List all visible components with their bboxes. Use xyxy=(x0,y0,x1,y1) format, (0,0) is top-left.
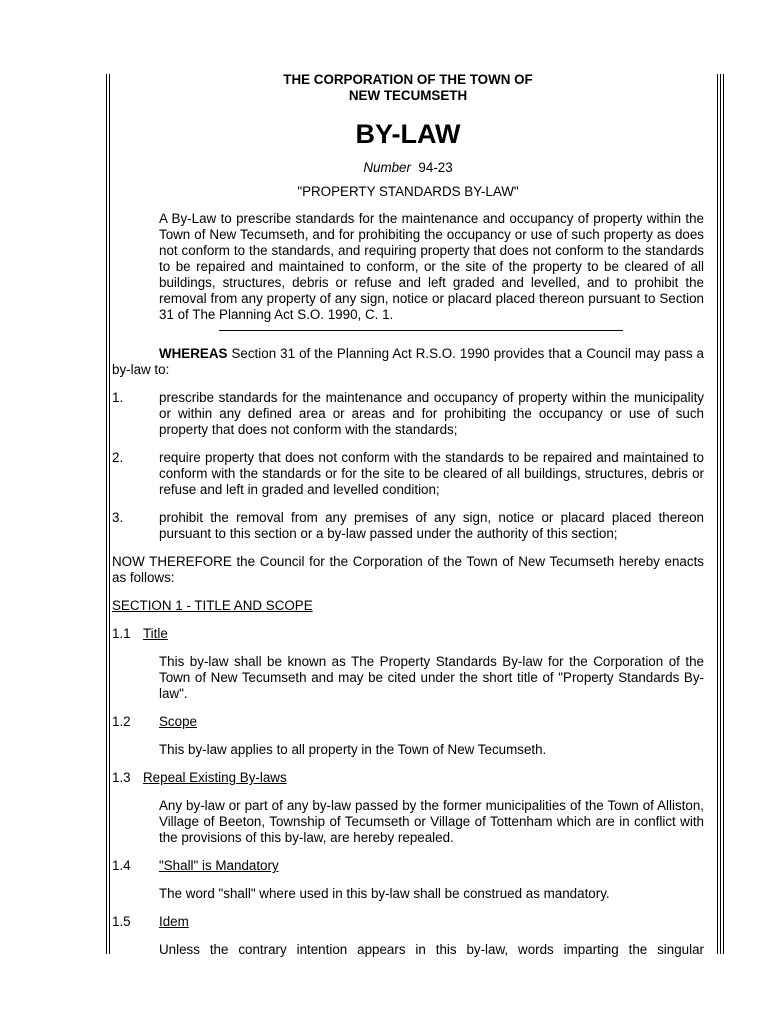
section-1-5-body: Unless the contrary intention appears in this by-law, words imparting the singular xyxy=(159,942,704,957)
bylaw-number xyxy=(112,160,704,176)
right-margin-rule-middle xyxy=(720,74,721,954)
section-title: "Shall" is Mandatory xyxy=(159,858,279,873)
list-item-number: 2. xyxy=(112,450,124,465)
list-item-text: require property that does not conform with the standards to be repaired and maintained to conform with the standards or for the site to be cleared of all buildings, structures, debris or refuse and left in graded and levelled condition; xyxy=(159,450,704,497)
section-title: Title xyxy=(143,626,168,641)
section-1-5-heading xyxy=(112,914,704,930)
section-title: Idem xyxy=(159,914,189,929)
section-1-1-heading xyxy=(112,626,704,642)
list-item-text: prohibit the removal from any premises of any sign, notice or placard placed thereon pursuant to this section or a by-law passed under the authority of this section; xyxy=(159,510,704,541)
list-item xyxy=(112,450,704,498)
section-1-1-body: This by-law shall be known as The Property Standards By-law for the Corporation of the Town of New Tecumseth and may be cited under the short title of "Property Standards By-law". xyxy=(159,654,704,701)
section-number: 1.2 xyxy=(112,714,131,729)
bylaw-description: A By-Law to prescribe standards for the maintenance and occupancy of property within the Town of New Tecumseth, and for prohibiting the occupancy or use of such property as does not conform to the standards, and requiring property that does not conform to the standards to be repaired and maintained to conform, or the site of the property to be cleared of all buildings, structures, debris or refuse and left graded and levelled, and to prohibit the removal from any property of any sign, notice or placard placed thereon pursuant to Section 31 of The Planning Act S.O. 1990, C. 1. xyxy=(159,211,704,322)
section-1-2-body: This by-law applies to all property in the Town of New Tecumseth. xyxy=(159,742,547,757)
section-1-3-body: Any by-law or part of any by-law passed by the former municipalities of the Town of Alliston, Village of Beeton, Township of Tecumseth or Village of Tottenham which are in conflict with the provisions of this by-law, are hereby repealed. xyxy=(159,798,704,845)
whereas-keyword: WHEREAS xyxy=(159,346,228,361)
enacts-paragraph: NOW THEREFORE the Council for the Corporation of the Town of New Tecumseth hereby enacts as follows: xyxy=(112,554,704,585)
corporation-name-line2: NEW TECUMSETH xyxy=(348,88,468,103)
list-item xyxy=(112,390,704,438)
section-number: 1.3 xyxy=(112,770,131,785)
section-number: 1.5 xyxy=(112,914,131,929)
section-number: 1.1 xyxy=(112,626,131,641)
left-margin-rule-inner xyxy=(109,74,110,954)
list-item-text: prescribe standards for the maintenance and occupancy of property within the municipality or within any defined area or areas and for prohibiting the occupancy or use of such property that does not conform with the standards; xyxy=(159,390,704,437)
section-title: Repeal Existing By-laws xyxy=(143,770,287,785)
right-margin-rule-outer xyxy=(723,74,724,954)
left-margin-rule-outer xyxy=(106,74,107,954)
list-item-number: 3. xyxy=(112,510,124,525)
section-number: 1.4 xyxy=(112,858,131,873)
number-label: Number xyxy=(363,160,411,175)
bylaw-document xyxy=(112,72,704,958)
corporation-name-line1: THE CORPORATION OF THE TOWN OF xyxy=(283,72,533,87)
page-title: BY-LAW xyxy=(355,119,461,149)
section-1-4-body: The word "shall" where used in this by-law shall be construed as mandatory. xyxy=(159,886,610,901)
list-item xyxy=(112,510,704,542)
right-margin-rule-inner xyxy=(717,74,718,954)
list-item-number: 1. xyxy=(112,390,124,405)
number-value: 94-23 xyxy=(418,160,453,175)
whereas-paragraph xyxy=(112,346,704,378)
section-1-2-heading xyxy=(112,714,704,730)
section-title: Scope xyxy=(159,714,197,729)
whereas-text: Section 31 of the Planning Act R.S.O. 1990 provides that a Council may pass a by-law to: xyxy=(112,346,704,377)
section-1-4-heading xyxy=(112,858,704,874)
divider-line xyxy=(219,330,623,331)
section-1-3-heading xyxy=(112,770,704,786)
section1-heading: SECTION 1 - TITLE AND SCOPE xyxy=(112,598,313,613)
short-title: "PROPERTY STANDARDS BY-LAW" xyxy=(297,184,519,199)
